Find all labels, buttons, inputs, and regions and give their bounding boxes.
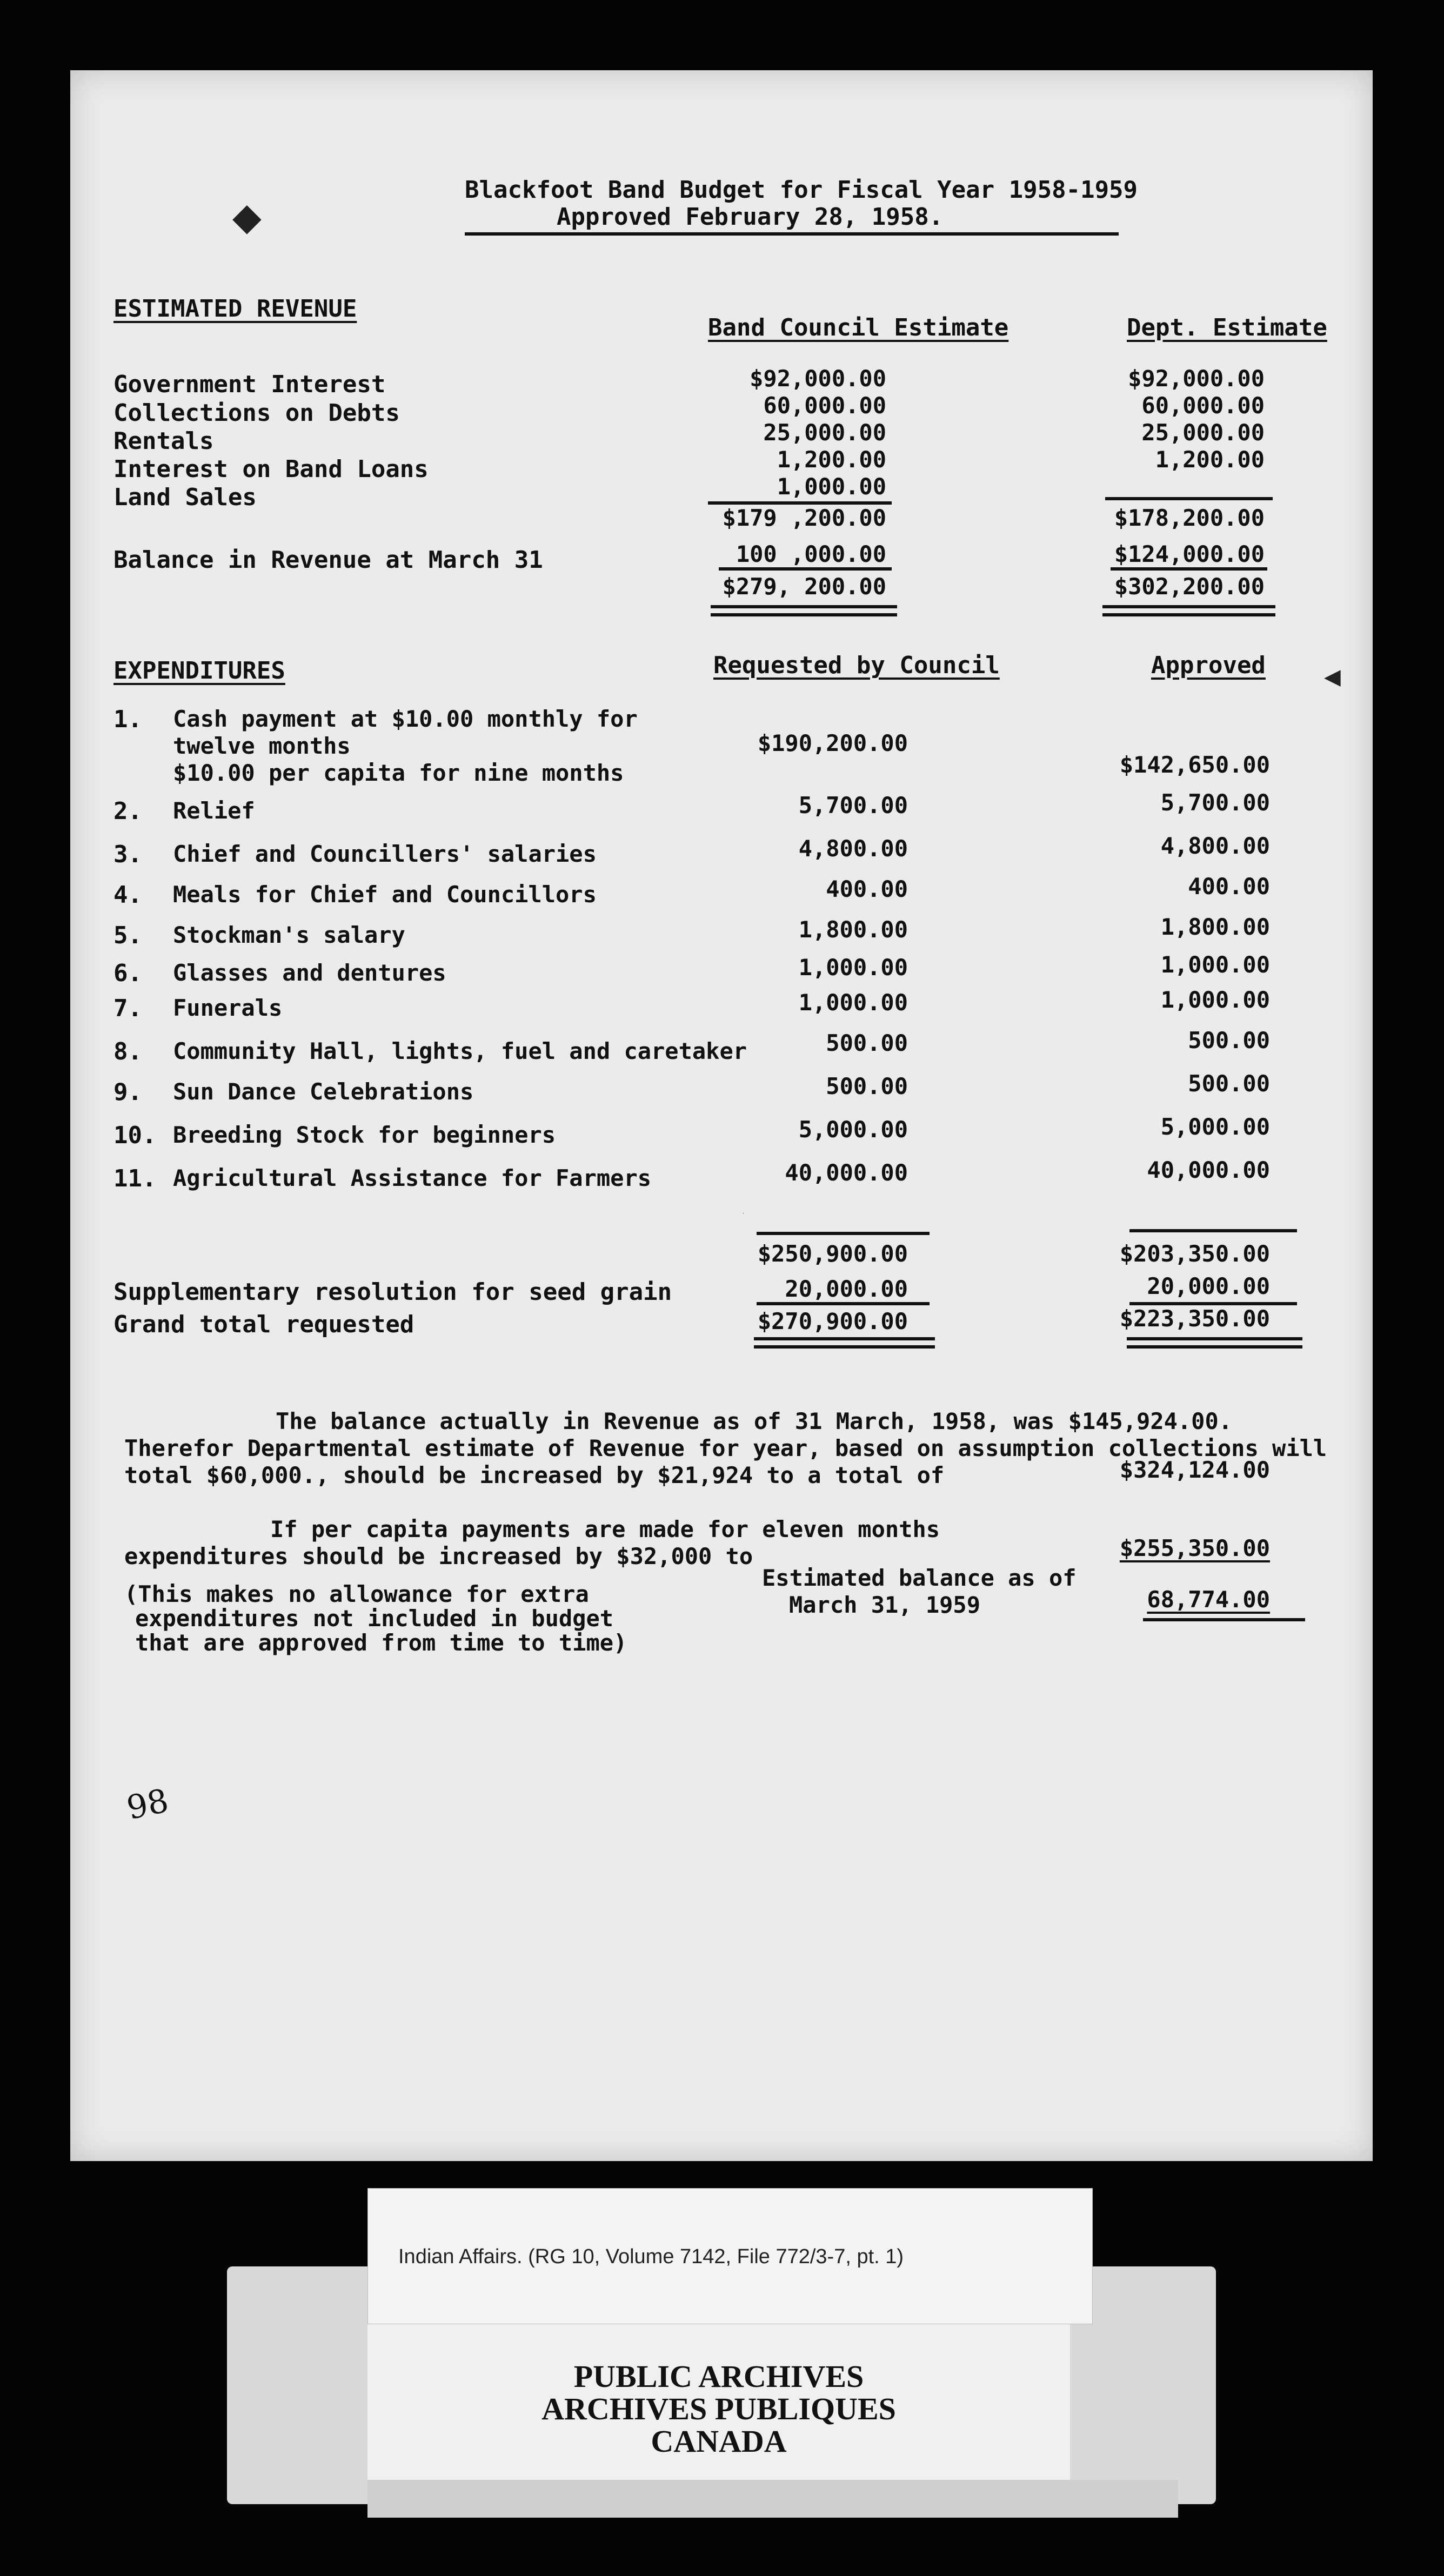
archive-reference-card <box>367 2188 1093 2324</box>
exp-subtotal-requested: $250,900.00 <box>757 1240 908 1267</box>
exp-item-number: 11. <box>113 1165 157 1192</box>
col-approved: Approved <box>1151 652 1266 679</box>
revenue-label: Land Sales <box>113 484 257 511</box>
est-balance-line1: Estimated balance as of <box>762 1565 1077 1591</box>
revenue-label: Collections on Debts <box>113 399 400 427</box>
exp-item1-approved: $142,650.00 <box>1119 752 1270 778</box>
est-balance-rule <box>1143 1618 1305 1621</box>
approved-date: Approved February 28, 1958. <box>557 203 944 231</box>
revenue-total-council: $279, 200.00 <box>722 573 886 600</box>
revenue-council-value: 1,000.00 <box>777 473 886 500</box>
exp-item-label: Breeding Stock for beginners <box>173 1122 556 1148</box>
exp-item-approved: 500.00 <box>1188 1027 1270 1054</box>
revenue-council-value: $92,000.00 <box>750 365 886 392</box>
note-p1-amount: $324,124.00 <box>1119 1457 1270 1483</box>
stamp-line-2: ARCHIVES PUBLIQUES <box>542 2391 896 2426</box>
exp-item-approved: 1,800.00 <box>1160 914 1270 940</box>
note-p3-line1: (This makes no allowance for extra <box>124 1581 589 1607</box>
exp-item-requested: 5,000.00 <box>798 1116 908 1143</box>
revenue-council-value: 25,000.00 <box>763 419 886 446</box>
grand-approved: $223,350.00 <box>1119 1305 1270 1332</box>
exp-item-label: Chief and Councillers' salaries <box>173 841 597 867</box>
note-p1-line2: Therefor Departmental estimate of Revenue for year, based on assumption collections will <box>124 1435 1327 1461</box>
exp-item-number: 10. <box>113 1122 157 1149</box>
exp-item-requested: 1,000.00 <box>798 954 908 981</box>
supp-label: Supplementary resolution for seed grain <box>113 1278 672 1306</box>
exp-item-requested: 5,700.00 <box>798 792 908 819</box>
double-rule <box>1102 613 1275 616</box>
exp-item1-line3: $10.00 per capita for nine months <box>173 760 624 786</box>
revenue-subtotal-council: $179 ,200.00 <box>722 505 886 531</box>
col-dept-estimate: Dept. Estimate <box>1127 314 1327 341</box>
exp-item1-line1: Cash payment at $10.00 monthly for <box>173 706 638 732</box>
revenue-subtotal-dept: $178,200.00 <box>1114 505 1265 531</box>
archive-reference: Indian Affairs. (RG 10, Volume 7142, File 772/3-7, pt. 1) <box>398 2245 904 2268</box>
exp-item-requested: 4,800.00 <box>798 835 908 862</box>
revenue-council-value: 60,000.00 <box>763 392 886 419</box>
revenue-dept-value: $92,000.00 <box>1128 365 1265 392</box>
exp-item-number: 3. <box>113 841 142 868</box>
document-page <box>70 70 1373 2161</box>
supp-approved: 20,000.00 <box>1147 1273 1270 1299</box>
double-rule <box>1127 1345 1302 1349</box>
exp-item1-requested: $190,200.00 <box>757 730 908 756</box>
double-rule <box>754 1337 935 1340</box>
note-p3-line3: that are approved from time to time) <box>135 1629 627 1656</box>
subtotal-rule <box>757 1232 930 1235</box>
exp-item-requested: 400.00 <box>826 876 908 902</box>
exp-item1-line2: twelve months <box>173 733 351 759</box>
note-p3-line2: expenditures not included in budget <box>135 1605 614 1632</box>
margin-handwritten-note: 98 <box>123 1781 172 1828</box>
exp-item-number: 9. <box>113 1078 142 1106</box>
balance-dept: $124,000.00 <box>1114 541 1265 567</box>
bottom-strip <box>367 2480 1178 2518</box>
revenue-dept-value: 25,000.00 <box>1141 419 1265 446</box>
expenditures-heading: EXPENDITURES <box>113 657 285 685</box>
stamp-line-1: PUBLIC ARCHIVES <box>573 2359 864 2394</box>
exp-item-number: 2. <box>113 797 142 825</box>
exp-item-label: Meals for Chief and Councillors <box>173 881 597 908</box>
col-council-estimate: Band Council Estimate <box>708 314 1009 341</box>
revenue-heading: ESTIMATED REVENUE <box>113 295 357 323</box>
exp-item-approved: 4,800.00 <box>1160 833 1270 859</box>
grand-requested: $270,900.00 <box>757 1308 908 1334</box>
exp-item-number: 6. <box>113 960 142 987</box>
stamp-line-3: CANADA <box>651 2424 787 2459</box>
exp-item-requested: 500.00 <box>826 1030 908 1056</box>
subtotal-rule <box>1129 1229 1297 1232</box>
revenue-dept-value: 60,000.00 <box>1141 392 1265 419</box>
exp-item-label: Sun Dance Celebrations <box>173 1078 474 1105</box>
exp-item-approved: 400.00 <box>1188 873 1270 900</box>
supp-requested: 20,000.00 <box>785 1276 908 1302</box>
total-rule <box>1111 567 1267 571</box>
revenue-dept-value: 1,200.00 <box>1155 446 1265 473</box>
revenue-label: Interest on Band Loans <box>113 455 429 483</box>
balance-council: 100 ,000.00 <box>736 541 886 567</box>
exp-item-requested: 500.00 <box>826 1073 908 1099</box>
exp-item-number: 4. <box>113 881 142 909</box>
exp-item-label: Agricultural Assistance for Farmers <box>173 1165 652 1191</box>
est-balance-line2: March 31, 1959 <box>789 1592 981 1618</box>
exp-item-approved: 5,700.00 <box>1160 789 1270 816</box>
note-p2-line2: expenditures should be increased by $32,000 to <box>124 1543 753 1569</box>
note-p2-amount: $255,350.00 <box>1119 1535 1270 1561</box>
revenue-label: Rentals <box>113 427 214 455</box>
exp-subtotal-approved: $203,350.00 <box>1119 1240 1270 1267</box>
exp-item-label: Community Hall, lights, fuel and caretaker <box>173 1038 747 1064</box>
total-rule <box>719 567 892 571</box>
note-p1-line1: The balance actually in Revenue as of 31 March, 1958, was $145,924.00. <box>276 1408 1233 1434</box>
exp-item-requested: 1,800.00 <box>798 916 908 943</box>
exp-item-requested: 1,000.00 <box>798 989 908 1016</box>
exp-item-approved: 5,000.00 <box>1160 1113 1270 1140</box>
balance-label: Balance in Revenue at March 31 <box>113 546 543 574</box>
exp-item-number: 8. <box>113 1038 142 1065</box>
double-rule <box>1102 605 1275 608</box>
exp-item-number: 5. <box>113 922 142 949</box>
exp-item-number: 7. <box>113 995 142 1022</box>
grand-label: Grand total requested <box>113 1311 415 1338</box>
hole-punch-mark-icon: ◆ <box>232 194 262 239</box>
est-balance-amount: 68,774.00 <box>1147 1586 1270 1613</box>
margin-arrow-icon: ◀ <box>1324 665 1341 689</box>
exp-item-label: Relief <box>173 797 255 824</box>
note-p1-line3: total $60,000., should be increased by $21,924 to a total of <box>124 1462 945 1488</box>
exp-item-approved: 500.00 <box>1188 1070 1270 1097</box>
exp-item-number: 1. <box>113 706 142 733</box>
double-rule <box>1127 1337 1302 1340</box>
total-rule <box>757 1302 930 1305</box>
exp-item-approved: 40,000.00 <box>1147 1157 1270 1183</box>
double-rule <box>754 1345 935 1349</box>
col-requested: Requested by Council <box>713 652 1000 679</box>
note-p2-line1: If per capita payments are made for eleven months <box>270 1516 940 1542</box>
title-underline <box>465 232 1119 236</box>
document-title: Blackfoot Band Budget for Fiscal Year 1958-1959 <box>465 176 1138 204</box>
double-rule <box>711 613 897 616</box>
double-rule <box>711 605 897 608</box>
exp-item-label: Stockman's salary <box>173 922 405 948</box>
revenue-total-dept: $302,200.00 <box>1114 573 1265 600</box>
revenue-label: Government Interest <box>113 371 386 398</box>
exp-item-approved: 1,000.00 <box>1160 951 1270 978</box>
exp-item-label: Glasses and dentures <box>173 960 446 986</box>
exp-item-approved: 1,000.00 <box>1160 987 1270 1013</box>
exp-item-requested: 40,000.00 <box>785 1159 908 1186</box>
exp-item-label: Funerals <box>173 995 283 1021</box>
revenue-council-value: 1,200.00 <box>777 446 886 473</box>
subtotal-rule <box>1105 497 1273 500</box>
